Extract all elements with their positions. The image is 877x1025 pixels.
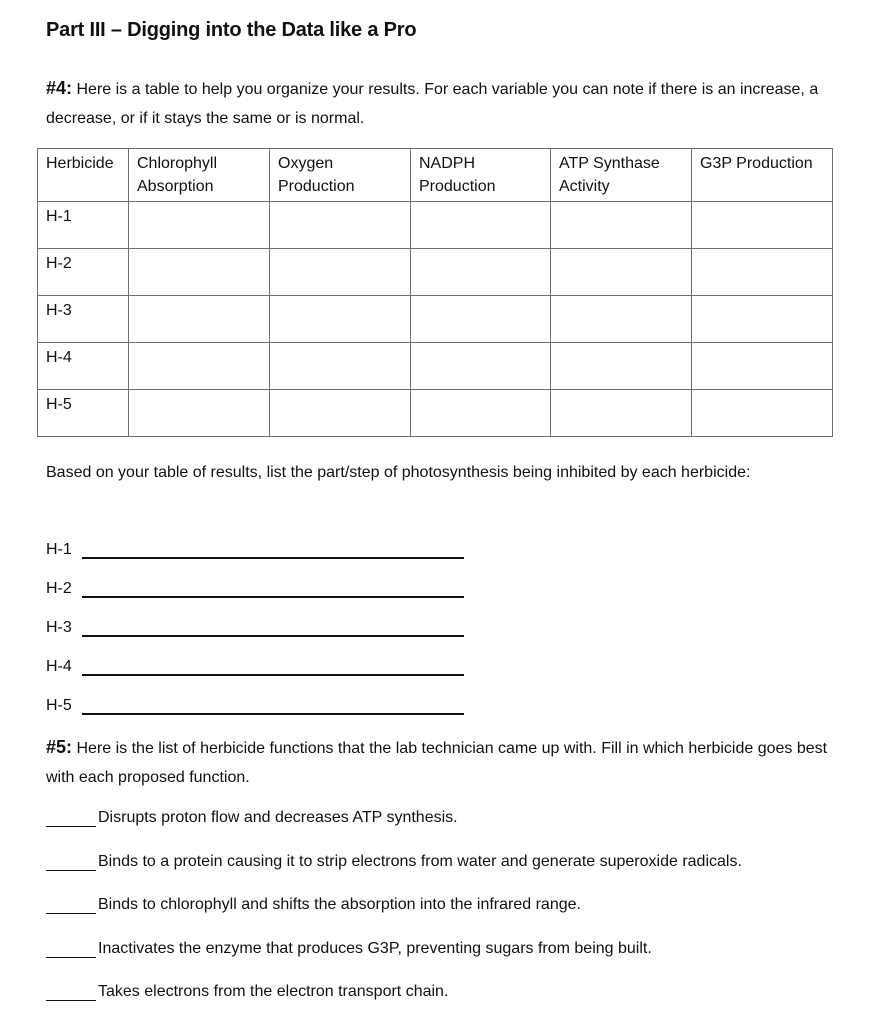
table-cell[interactable] (270, 390, 411, 437)
table-cell[interactable] (692, 202, 833, 249)
table-cell[interactable] (270, 296, 411, 343)
inhibition-prompt: Based on your table of results, list the part/step of photosynthesis being inhibited by each herbicide: (46, 464, 751, 481)
answer-blank[interactable] (46, 807, 96, 827)
row-label: H-5 (38, 390, 129, 437)
row-label: H-3 (38, 296, 129, 343)
header-atp-synthase-activity: ATP Synthase Activity (551, 149, 692, 202)
function-text: Takes electrons from the electron transport chain. (98, 983, 449, 1000)
herbicide-label: H-4 (46, 658, 72, 675)
list-item (46, 807, 742, 851)
table-cell[interactable] (551, 390, 692, 437)
inhibition-answer-list (46, 520, 464, 715)
answer-blank[interactable] (82, 578, 464, 598)
table-cell[interactable] (411, 343, 551, 390)
header-herbicide: Herbicide (38, 149, 129, 202)
row-label: H-4 (38, 343, 129, 390)
function-text: Inactivates the enzyme that produces G3P, preventing sugars from being built. (98, 939, 652, 957)
answer-blank[interactable] (46, 938, 96, 958)
table-cell[interactable] (692, 343, 833, 390)
question-4-number: #4: (46, 78, 73, 98)
question-5-instructions (46, 733, 846, 792)
answer-blank[interactable] (46, 894, 96, 914)
table-cell[interactable] (411, 296, 551, 343)
header-g3p-production: G3P Production (692, 149, 833, 202)
question-4-instructions (46, 74, 826, 133)
list-item (46, 676, 464, 715)
answer-blank[interactable] (46, 851, 96, 871)
table-cell[interactable] (551, 296, 692, 343)
herbicide-function-list (46, 807, 742, 1025)
table-cell[interactable] (129, 390, 270, 437)
table-row (38, 296, 833, 343)
answer-blank[interactable] (82, 539, 464, 559)
herbicide-label: H-3 (46, 619, 72, 636)
table-cell[interactable] (551, 249, 692, 296)
table-row (38, 390, 833, 437)
row-label: H-2 (38, 249, 129, 296)
table-cell[interactable] (551, 202, 692, 249)
answer-blank[interactable] (82, 695, 464, 715)
results-table (37, 148, 833, 437)
list-item (46, 981, 742, 1025)
list-item (46, 851, 742, 895)
table-row (38, 343, 833, 390)
table-cell[interactable] (129, 296, 270, 343)
header-chlorophyll-absorption: Chlorophyll Absorption (129, 149, 270, 202)
row-label: H-1 (38, 202, 129, 249)
list-item (46, 938, 742, 982)
question-5-text: Here is the list of herbicide functions that the lab technician came up with. Fill in which herbicide goes best with each proposed function. (46, 740, 828, 786)
herbicide-label: H-2 (46, 580, 72, 597)
table-cell[interactable] (551, 343, 692, 390)
herbicide-label: H-5 (46, 697, 72, 714)
list-item (46, 520, 464, 559)
function-text: Disrupts proton flow and decreases ATP synthesis. (98, 809, 458, 826)
table-cell[interactable] (270, 202, 411, 249)
table-row (38, 202, 833, 249)
table-row (38, 249, 833, 296)
header-oxygen-production: Oxygen Production (270, 149, 411, 202)
table-cell[interactable] (129, 343, 270, 390)
table-cell[interactable] (692, 249, 833, 296)
table-cell[interactable] (129, 202, 270, 249)
list-item (46, 559, 464, 598)
answer-blank[interactable] (82, 617, 464, 637)
table-cell[interactable] (129, 249, 270, 296)
question-5-number: #5: (46, 737, 73, 757)
answer-blank[interactable] (46, 981, 96, 1001)
table-cell[interactable] (270, 343, 411, 390)
list-item (46, 598, 464, 637)
table-cell[interactable] (411, 249, 551, 296)
table-cell[interactable] (692, 390, 833, 437)
function-text: Binds to a protein causing it to strip electrons from water and generate superoxide radicals. (98, 852, 742, 870)
header-nadph-production: NADPH Production (411, 149, 551, 202)
page-title: Part III – Digging into the Data like a Pro (46, 19, 417, 41)
function-text: Binds to chlorophyll and shifts the absorption into the infrared range. (98, 896, 581, 913)
question-4-text: Here is a table to help you organize your results. For each variable you can note if there is an increase, a decrease, or if it stays the same or is normal. (46, 81, 819, 127)
table-cell[interactable] (411, 202, 551, 249)
list-item (46, 894, 742, 938)
answer-blank[interactable] (82, 656, 464, 676)
list-item (46, 637, 464, 676)
table-cell[interactable] (270, 249, 411, 296)
table-header-row (38, 149, 833, 202)
table-cell[interactable] (411, 390, 551, 437)
table-cell[interactable] (692, 296, 833, 343)
herbicide-label: H-1 (46, 541, 72, 558)
